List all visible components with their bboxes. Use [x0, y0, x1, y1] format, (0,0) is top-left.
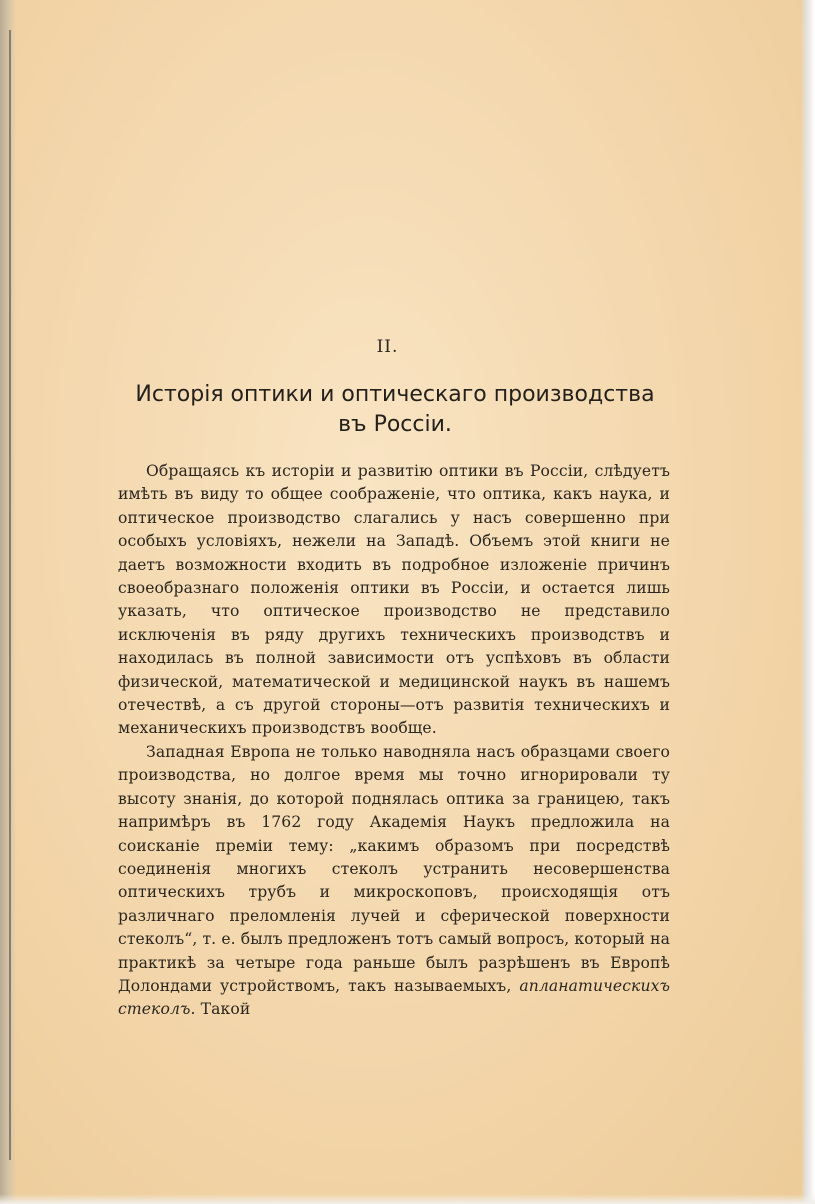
body-text	[118, 460, 670, 1022]
chapter-title-line-2: въ Россіи.	[338, 412, 452, 437]
page-bottom-edge	[0, 1194, 815, 1204]
paragraph-2-continuation: Такой	[195, 1000, 251, 1019]
paragraph-2-text: Западная Европа не только наводняла насъ образцами своего производства, но долгое время мы точно игнорировали ту высоту знанія, до которой поднялась оптика за границею, такъ напримѣръ въ 1762 году Академія Наукъ предложила на соисканіе преміи тему: „какимъ образомъ при посредствѣ соединенія многихъ стеколъ устранить несовершенства оптическихъ трубъ и микроскоповъ, происходящія отъ различнаго преломленія лучей и сферической поверхности стеколъ“, т. е. былъ предложенъ тотъ самый вопросъ, который на практикѣ за четыре года раньше былъ разрѣшенъ въ Европѣ Долондами устройствомъ, такъ называемыхъ,	[118, 742, 670, 995]
chapter-title-line-1: Исторія оптики и оптическаго производства	[135, 382, 655, 407]
spine-crease-line	[9, 30, 11, 1160]
paragraph-2-emphasis: апланатическихъ стеколъ.	[118, 976, 670, 1019]
paragraph-2	[118, 741, 670, 1022]
chapter-title	[100, 380, 690, 440]
section-number: II.	[376, 337, 399, 357]
page-right-edge	[801, 0, 815, 1204]
paragraph-1: Обращаясь къ исторіи и развитію оптики въ Россіи, слѣдуетъ имѣть въ виду то общее соображеніе, что оптика, какъ наука, и оптическое производство слагались у насъ совершенно при особыхъ условіяхъ, нежели на Западѣ. Объемъ этой книги не даетъ возможности входить въ подробное изложеніе причинъ своеобразнаго положенія оптики въ Россіи, и остается лишь указать, что оптическое производство не представило исключенія въ ряду другихъ техническихъ производствъ и находилась въ полной зависимости отъ успѣховъ въ области физической, математической и медицинской наукъ въ нашемъ отечествѣ, а съ другой стороны—отъ развитія техническихъ и механическихъ производствъ вообще.	[118, 462, 670, 738]
book-spine-shadow	[0, 0, 16, 1204]
